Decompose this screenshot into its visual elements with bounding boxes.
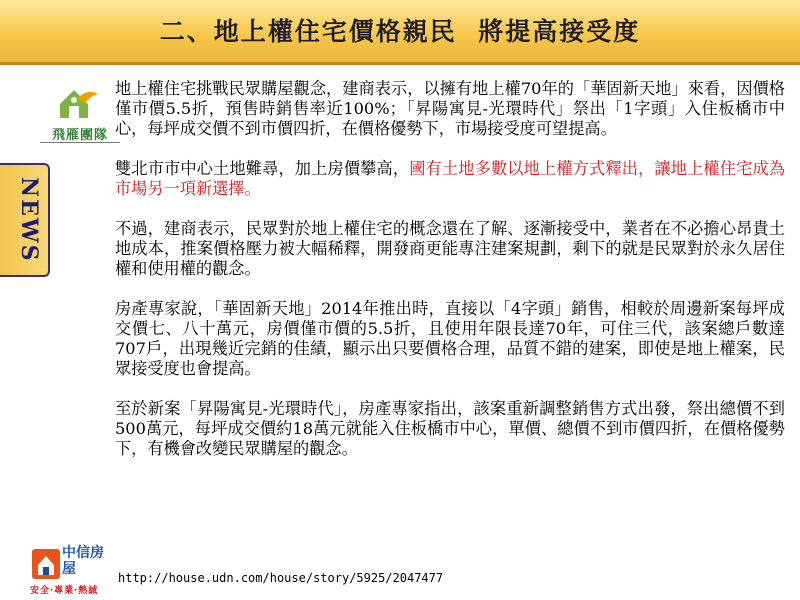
news-label: NEWS xyxy=(16,177,42,263)
chinatrust-realty-logo xyxy=(30,545,110,597)
realty-logo-text: 中信房屋 xyxy=(62,545,104,577)
house-bird-logo-icon xyxy=(54,84,100,122)
logo-text: 飛雁團隊 xyxy=(51,128,108,143)
paragraph-2 xyxy=(115,159,785,199)
paragraph-4: 房產專家說，「華固新天地」2014年推出時，直接以「4字頭」銷售，相較於周邊新案每坪成交價七、八十萬元，房價僅市價的5.5折，且使用年限長達70年，可住三代，該案總戶數達707戶，出現幾近完銷的佳績，顯示出只要價格合理，品質不錯的建案，即使是地上權案，民眾接受度也會提高。 xyxy=(115,299,785,378)
logo-divider xyxy=(40,142,120,147)
news-tab xyxy=(0,163,50,277)
article-body xyxy=(115,79,785,479)
source-link[interactable]: http://house.udn.com/house/story/5925/2047477 xyxy=(118,571,444,585)
realty-tagline: 安全‧專業‧熱誠 xyxy=(30,586,99,596)
slide-title: 二、地上權住宅價格親民 將提高接受度 xyxy=(159,17,641,46)
paragraph-5: 至於新案「昇陽寓見-光環時代」，房產專家指出，該案重新調整銷售方式出發，祭出總價不到500萬元，每坪成交價約18萬元就能入住板橋市中心，單價、總價不到市價四折，在價格優勢下，有機會改變民眾購屋的觀念。 xyxy=(115,399,785,458)
title-bar xyxy=(0,0,800,65)
feiyan-team-logo xyxy=(40,84,120,154)
paragraph-2-text: 雙北市市中心土地難尋，加上房價攀高， xyxy=(115,159,410,178)
highlighted-text: 國有土地多數以地上權方式釋出，讓地上權住宅成為市場另一項新選擇。 xyxy=(115,159,786,198)
paragraph-1: 地上權住宅挑戰民眾購屋觀念，建商表示，以擁有地上權70年的「華固新天地」來看，因價格僅市價5.5折，預售時銷售率近100%；「昇陽寓見-光環時代」祭出「1字頭」入住板橋市中心，每坪成交價不到市價四折，在價格優勢下，市場接受度可望提高。 xyxy=(115,79,785,138)
realty-logo-icon xyxy=(30,547,62,581)
paragraph-3: 不過，建商表示，民眾對於地上權住宅的概念還在了解、逐漸接受中，業者在不必擔心昂貴土地成本，推案價格壓力被大幅稀釋，開發商更能專注建案規劃，剩下的就是民眾對於永久居住權和使用權的觀念。 xyxy=(115,219,785,278)
